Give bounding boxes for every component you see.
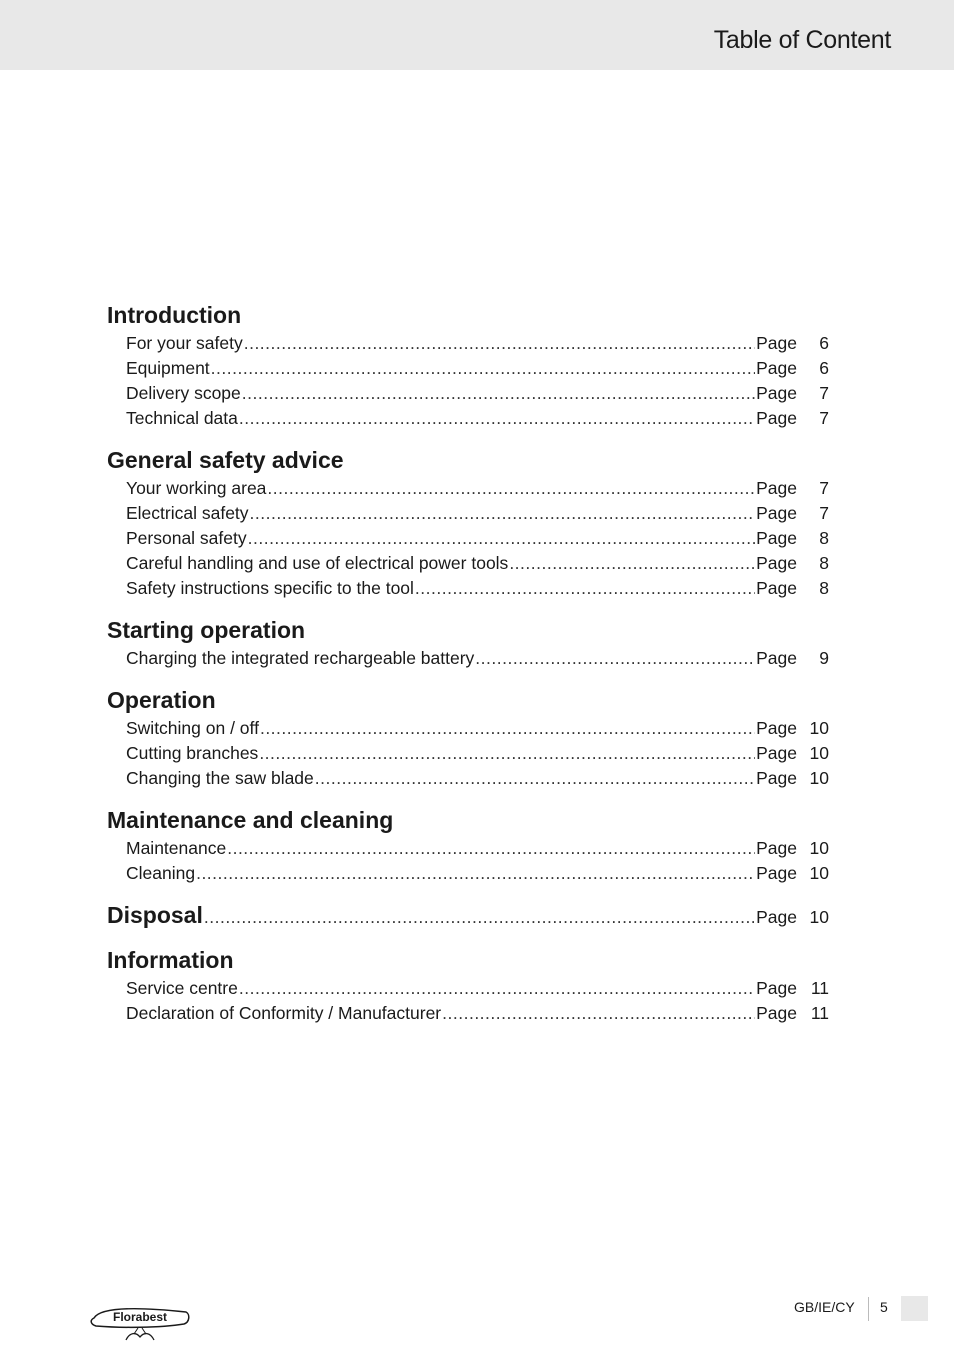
toc-section-operation: [107, 685, 829, 791]
page-word: Page: [756, 578, 797, 598]
toc-section-general-safety-advice: [107, 445, 829, 601]
toc-entry[interactable]: [126, 476, 829, 501]
page-word: Page: [756, 838, 797, 858]
page-number: 6: [819, 333, 829, 353]
page-word: Page: [756, 743, 797, 763]
entry-label: Maintenance: [126, 838, 227, 858]
page-number: 10: [809, 743, 829, 763]
logo-text: Florabest: [112, 1310, 168, 1324]
page-number: 10: [809, 838, 829, 858]
florabest-logo-icon: [90, 1304, 192, 1344]
page-word: Page: [756, 528, 797, 548]
page-number: 8: [819, 578, 829, 598]
page-title: Table of Content: [713, 26, 891, 54]
region-code: GB/IE/CY: [794, 1299, 855, 1315]
page-word: Page: [756, 978, 797, 998]
entry-label: Delivery scope: [126, 383, 241, 403]
page-word: Page: [756, 907, 797, 927]
page-word: Page: [756, 768, 797, 788]
page-number: 8: [819, 553, 829, 573]
dot-leader: [315, 766, 755, 791]
page-number: 7: [819, 383, 829, 403]
entry-label: Electrical safety: [126, 503, 249, 523]
footer-tab-marker: [901, 1296, 928, 1321]
dot-leader: [242, 381, 755, 406]
entry-label: Charging the integrated rechargeable battery: [126, 648, 475, 668]
toc-entry[interactable]: [126, 356, 829, 381]
section-title: Introduction: [107, 302, 242, 328]
page-number: 7: [819, 478, 829, 498]
dot-leader: [509, 551, 755, 576]
toc-entry[interactable]: [126, 1001, 829, 1026]
dot-leader: [259, 741, 755, 766]
toc-entry[interactable]: [126, 551, 829, 576]
page-number: 6: [819, 358, 829, 378]
entry-label: Declaration of Conformity / Manufacturer: [126, 1003, 442, 1023]
toc-section-introduction: [107, 300, 829, 431]
page-word: Page: [756, 358, 797, 378]
dot-leader: [196, 861, 755, 886]
toc-entry[interactable]: [126, 716, 829, 741]
toc-entry[interactable]: [126, 976, 829, 1001]
toc-entry[interactable]: [126, 836, 829, 861]
dot-leader: [415, 576, 755, 601]
dot-leader: [267, 476, 755, 501]
toc-entry[interactable]: [126, 406, 829, 431]
page-word: Page: [756, 383, 797, 403]
entry-label: For your safety: [126, 333, 243, 353]
page-word: Page: [756, 553, 797, 573]
page-word: Page: [756, 718, 797, 738]
section-title: Starting operation: [107, 617, 306, 643]
dot-leader: [260, 716, 755, 741]
toc-entry[interactable]: [126, 576, 829, 601]
page-number: 10: [809, 907, 829, 927]
toc-entry[interactable]: [126, 741, 829, 766]
dot-leader: [239, 406, 755, 431]
dot-leader: [211, 356, 755, 381]
page-word: Page: [756, 478, 797, 498]
page-number: 11: [810, 1003, 829, 1023]
dot-leader: [204, 902, 755, 933]
entry-label: Cleaning: [126, 863, 196, 883]
toc-section-disposal[interactable]: [107, 900, 829, 931]
page-word: Page: [756, 408, 797, 428]
florabest-logo: [90, 1304, 192, 1344]
page-number: 10: [809, 863, 829, 883]
entry-label: Safety instructions specific to the tool: [126, 578, 414, 598]
entry-label: Changing the saw blade: [126, 768, 314, 788]
page-number: 11: [810, 978, 829, 998]
section-title: Disposal: [107, 902, 203, 928]
page-number: 8: [819, 528, 829, 548]
page-number-footer: 5: [880, 1299, 888, 1315]
page-word: Page: [756, 863, 797, 883]
toc-entry[interactable]: [126, 861, 829, 886]
page-word: Page: [756, 648, 797, 668]
toc-section-maintenance-and-cleaning: [107, 805, 829, 886]
footer-divider: [868, 1297, 869, 1321]
entry-label: Technical data: [126, 408, 238, 428]
section-title: General safety advice: [107, 447, 344, 473]
page-word: Page: [756, 1003, 797, 1023]
toc-entry[interactable]: [126, 646, 829, 671]
entry-label: Cutting branches: [126, 743, 259, 763]
header-band: [0, 0, 954, 70]
page-number: 7: [819, 408, 829, 428]
entry-label: Careful handling and use of electrical power tools: [126, 553, 509, 573]
entry-label: Your working area: [126, 478, 267, 498]
page-number: 7: [819, 503, 829, 523]
page-number: 10: [809, 718, 829, 738]
toc-entry[interactable]: [126, 331, 829, 356]
section-title: Operation: [107, 687, 216, 713]
dot-leader: [244, 331, 755, 356]
entry-label: Service centre: [126, 978, 238, 998]
dot-leader: [475, 646, 755, 671]
toc-entry[interactable]: [126, 501, 829, 526]
dot-leader: [239, 976, 755, 1001]
entry-label: Equipment: [126, 358, 210, 378]
entry-label: Switching on / off: [126, 718, 259, 738]
toc-entry[interactable]: [126, 381, 829, 406]
section-title: Information: [107, 947, 234, 973]
table-of-contents: [107, 300, 829, 1040]
toc-section-information: [107, 945, 829, 1026]
toc-section-starting-operation: [107, 615, 829, 671]
section-title: Maintenance and cleaning: [107, 807, 394, 833]
page-word: Page: [756, 503, 797, 523]
page-number: 10: [809, 768, 829, 788]
toc-entry[interactable]: [126, 766, 829, 791]
entry-label: Personal safety: [126, 528, 247, 548]
dot-leader: [442, 1001, 755, 1026]
dot-leader: [248, 526, 756, 551]
dot-leader: [227, 836, 755, 861]
dot-leader: [250, 501, 756, 526]
toc-entry[interactable]: [126, 526, 829, 551]
page-word: Page: [756, 333, 797, 353]
page-number: 9: [819, 648, 829, 668]
